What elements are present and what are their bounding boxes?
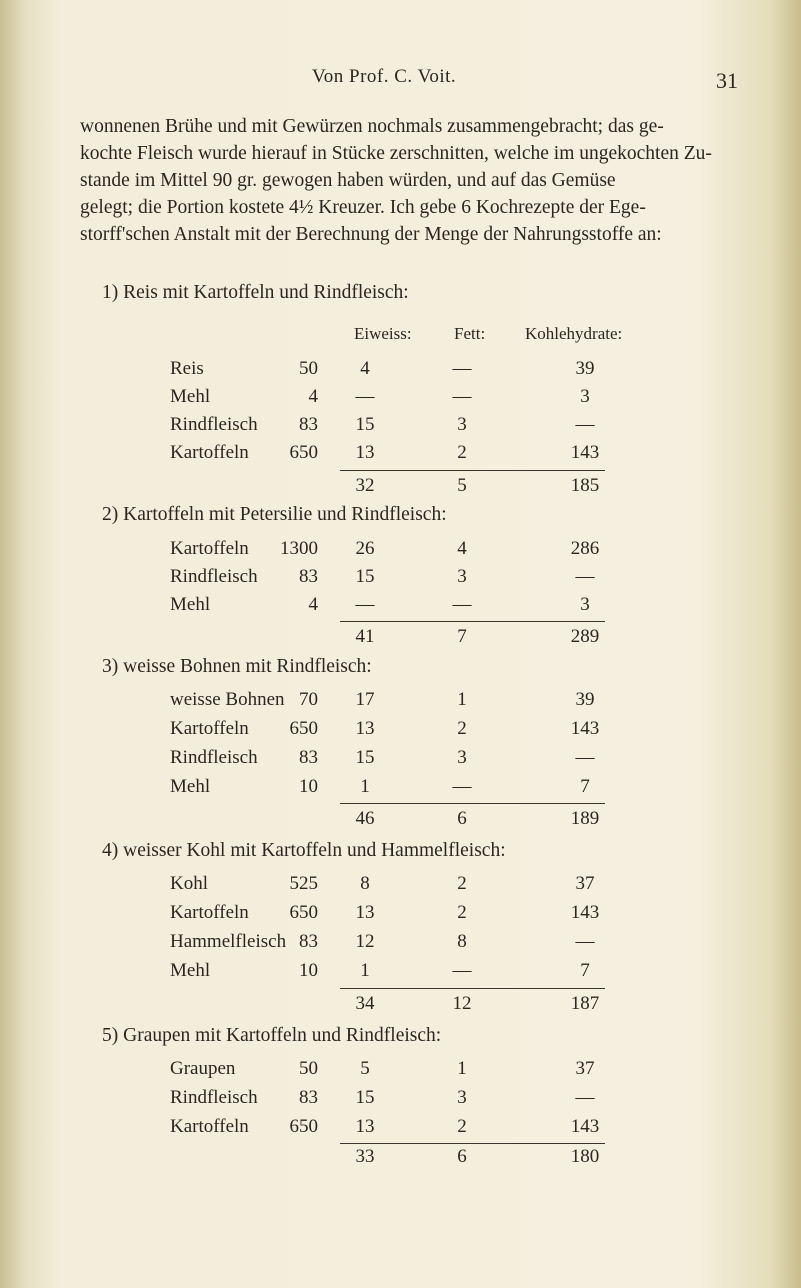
table-row: [0, 902, 801, 928]
table-row: [0, 960, 801, 986]
carbs-value: 39: [575, 358, 595, 379]
table-row: [0, 873, 801, 899]
total-row: [0, 626, 801, 652]
running-header: [0, 66, 801, 96]
column-header-protein: Eiweiss:: [354, 324, 412, 343]
fat-value: —: [452, 960, 472, 981]
recipe-title: 1) Reis mit Kartoffeln und Rindfleisch:: [102, 282, 409, 303]
protein-value: 26: [355, 538, 375, 559]
ingredient-amount: 650: [289, 442, 318, 463]
total-fat: 5: [457, 475, 467, 496]
fat-value: 3: [457, 1087, 467, 1108]
recipe-title: 2) Kartoffeln mit Petersilie und Rindfleisch:: [102, 504, 447, 525]
carbs-value: —: [575, 1087, 595, 1108]
carbs-value: 37: [575, 873, 595, 894]
total-row: [0, 1146, 801, 1172]
fat-value: 8: [457, 931, 467, 952]
ingredient-name: Kartoffeln: [170, 718, 249, 739]
ingredient-amount: 525: [289, 873, 318, 894]
total-row: [0, 475, 801, 501]
sum-rule: [340, 803, 605, 804]
ingredient-name: Kartoffeln: [170, 902, 249, 923]
ingredient-amount: 650: [289, 902, 318, 923]
protein-value: 1: [360, 776, 370, 797]
carbs-value: 39: [575, 689, 595, 710]
protein-value: 15: [355, 566, 375, 587]
total-carbs: 185: [570, 475, 600, 496]
ingredient-amount: 83: [299, 1087, 318, 1108]
carbs-value: 37: [575, 1058, 595, 1079]
protein-value: 8: [360, 873, 370, 894]
ingredient-amount: 1300: [280, 538, 318, 559]
fat-value: 2: [457, 718, 467, 739]
protein-value: 4: [360, 358, 370, 379]
carbs-value: 143: [570, 902, 600, 923]
protein-value: 13: [355, 1116, 375, 1137]
ingredient-name: Reis: [170, 358, 204, 379]
table-row: [0, 1116, 801, 1142]
table-row: [0, 566, 801, 592]
ingredient-name: weisse Bohnen: [170, 689, 285, 710]
carbs-value: —: [575, 566, 595, 587]
protein-value: 15: [355, 1087, 375, 1108]
protein-value: —: [355, 594, 375, 615]
ingredient-amount: 83: [299, 747, 318, 768]
protein-value: 13: [355, 442, 375, 463]
intro-line: wonnenen Brühe und mit Gewürzen nochmals zusammengebracht; das ge-: [80, 116, 664, 137]
ingredient-amount: 70: [299, 689, 318, 710]
fat-value: 3: [457, 414, 467, 435]
fat-value: 4: [457, 538, 467, 559]
ingredient-name: Kartoffeln: [170, 538, 249, 559]
ingredient-name: Mehl: [170, 594, 211, 615]
sum-rule: [340, 621, 605, 622]
ingredient-name: Rindfleisch: [170, 566, 258, 587]
column-header-fat: Fett:: [454, 324, 486, 343]
ingredient-name: Rindfleisch: [170, 414, 258, 435]
carbs-value: 7: [580, 960, 590, 981]
table-row: [0, 1087, 801, 1113]
ingredient-amount: 4: [308, 594, 318, 615]
table-row: [0, 718, 801, 744]
sum-rule: [340, 1143, 605, 1144]
ingredient-amount: 83: [299, 566, 318, 587]
total-fat: 12: [452, 993, 472, 1014]
table-row: [0, 386, 801, 412]
ingredient-name: Rindfleisch: [170, 747, 258, 768]
table-row: [0, 1058, 801, 1084]
intro-line: storff'schen Anstalt mit der Berechnung der Menge der Nahrungsstoffe an:: [80, 224, 662, 245]
recipe-title: 3) weisse Bohnen mit Rindfleisch:: [102, 656, 372, 677]
ingredient-name: Kartoffeln: [170, 442, 249, 463]
fat-value: 3: [457, 566, 467, 587]
total-row: [0, 993, 801, 1019]
table-row: [0, 594, 801, 620]
table-row: [0, 931, 801, 957]
total-protein: 34: [355, 993, 375, 1014]
protein-value: 12: [355, 931, 375, 952]
ingredient-name: Graupen: [170, 1058, 236, 1079]
fat-value: —: [452, 386, 472, 407]
protein-value: 15: [355, 747, 375, 768]
fat-value: 1: [457, 689, 467, 710]
ingredient-name: Mehl: [170, 386, 211, 407]
carbs-value: —: [575, 931, 595, 952]
protein-value: 17: [355, 689, 375, 710]
ingredient-name: Mehl: [170, 776, 211, 797]
intro-paragraph: [80, 113, 760, 248]
table-row: [0, 689, 801, 715]
fat-value: 2: [457, 873, 467, 894]
fat-value: —: [452, 358, 472, 379]
ingredient-amount: 650: [289, 718, 318, 739]
ingredient-name: Hammelfleisch: [170, 931, 287, 952]
ingredient-name: Mehl: [170, 960, 211, 981]
carbs-value: 286: [570, 538, 600, 559]
fat-value: 1: [457, 1058, 467, 1079]
total-carbs: 180: [570, 1146, 600, 1167]
total-fat: 6: [457, 1146, 467, 1167]
protein-value: 13: [355, 902, 375, 923]
ingredient-amount: 50: [299, 358, 318, 379]
header-title: Von Prof. C. Voit.: [312, 66, 457, 87]
total-protein: 46: [355, 808, 375, 829]
carbs-value: 143: [570, 442, 600, 463]
sum-rule: [340, 988, 605, 989]
total-carbs: 289: [570, 626, 600, 647]
page-number: 31: [716, 68, 738, 93]
ingredient-name: Rindfleisch: [170, 1087, 258, 1108]
total-carbs: 187: [570, 993, 600, 1014]
ingredient-amount: 10: [299, 776, 318, 797]
total-protein: 32: [355, 475, 375, 496]
table-row: [0, 747, 801, 773]
fat-value: 2: [457, 1116, 467, 1137]
carbs-value: 143: [570, 718, 600, 739]
table-row: [0, 776, 801, 802]
total-fat: 6: [457, 808, 467, 829]
fat-value: 3: [457, 747, 467, 768]
ingredient-name: Kohl: [170, 873, 208, 894]
table-row: [0, 358, 801, 384]
ingredient-amount: 4: [308, 386, 318, 407]
carbs-value: —: [575, 747, 595, 768]
fat-value: 2: [457, 442, 467, 463]
protein-value: 15: [355, 414, 375, 435]
sum-rule: [340, 470, 605, 471]
ingredient-amount: 10: [299, 960, 318, 981]
column-header-carbs: Kohlehydrate:: [525, 324, 623, 343]
total-carbs: 189: [570, 808, 600, 829]
intro-line: stande im Mittel 90 gr. gewogen haben würden, und auf das Gemüse: [80, 170, 616, 191]
protein-value: 13: [355, 718, 375, 739]
carbs-value: 143: [570, 1116, 600, 1137]
total-protein: 33: [355, 1146, 375, 1167]
table-row: [0, 538, 801, 564]
ingredient-amount: 83: [299, 414, 318, 435]
intro-line: kochte Fleisch wurde hierauf in Stücke zerschnitten, welche im ungekochten Zu-: [80, 143, 712, 164]
protein-value: —: [355, 386, 375, 407]
carbs-value: —: [575, 414, 595, 435]
fat-value: —: [452, 776, 472, 797]
total-fat: 7: [457, 626, 467, 647]
total-protein: 41: [355, 626, 375, 647]
ingredient-name: Kartoffeln: [170, 1116, 249, 1137]
table-row: [0, 414, 801, 440]
carbs-value: 7: [580, 776, 590, 797]
ingredient-amount: 83: [299, 931, 318, 952]
recipe-title: 5) Graupen mit Kartoffeln und Rindfleisch:: [102, 1025, 442, 1046]
ingredient-amount: 650: [289, 1116, 318, 1137]
fat-value: —: [452, 594, 472, 615]
protein-value: 5: [360, 1058, 370, 1079]
carbs-value: 3: [580, 386, 590, 407]
protein-value: 1: [360, 960, 370, 981]
total-row: [0, 808, 801, 834]
ingredient-amount: 50: [299, 1058, 318, 1079]
table-row: [0, 442, 801, 468]
recipe-title: 4) weisser Kohl mit Kartoffeln und Hammelfleisch:: [102, 840, 506, 861]
fat-value: 2: [457, 902, 467, 923]
carbs-value: 3: [580, 594, 590, 615]
intro-line: gelegt; die Portion kostete 4½ Kreuzer. Ich gebe 6 Kochrezepte der Ege-: [80, 197, 646, 218]
